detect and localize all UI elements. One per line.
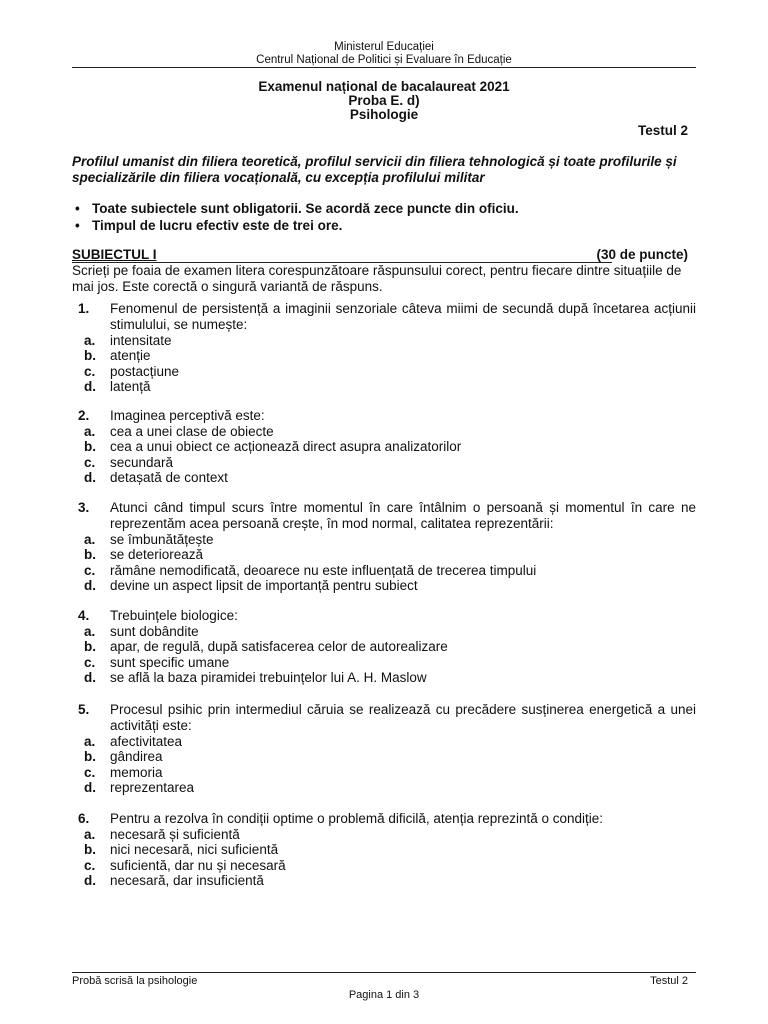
answer-option xyxy=(72,455,696,470)
answer-option xyxy=(72,470,696,485)
option-letter: c. xyxy=(84,454,96,470)
question-4 xyxy=(72,608,696,685)
option-letter: c. xyxy=(84,654,96,670)
answer-option xyxy=(72,827,696,842)
option-letter: b. xyxy=(84,348,96,364)
option-letter: a. xyxy=(84,424,96,439)
option-text: suficientă, dar nu și necesară xyxy=(110,857,286,873)
option-text: nici necesară, nici suficientă xyxy=(110,842,279,858)
header-divider xyxy=(72,67,696,68)
option-letter: c. xyxy=(84,363,96,379)
option-text: devine un aspect lipsit de importanță pentru subiect xyxy=(110,577,418,593)
answer-option xyxy=(72,670,696,685)
answer-option xyxy=(72,379,696,394)
answer-option xyxy=(72,655,696,670)
answer-option xyxy=(72,842,696,857)
question-number: 2. xyxy=(78,408,90,423)
question-1 xyxy=(72,301,696,394)
option-letter: d. xyxy=(84,577,96,593)
option-text: sunt specific umane xyxy=(110,654,230,670)
question-text: Imaginea perceptivă este: xyxy=(110,408,265,423)
option-text: detașată de context xyxy=(110,469,228,485)
option-text: sunt dobândite xyxy=(110,624,199,639)
option-text: apar, de regulă, după satisfacerea celor de autorealizare xyxy=(110,639,448,655)
rules-list xyxy=(72,200,696,234)
option-text: memoria xyxy=(110,764,163,780)
answer-option xyxy=(72,780,696,795)
option-letter: c. xyxy=(84,857,96,873)
answer-option xyxy=(72,578,696,593)
profile-description: Profilul umanist din filiera teoretică, profilul servicii din filiera tehnologică și toate profilurile și specializările din filiera vocațională, cu excepția profilului militar xyxy=(72,154,677,185)
option-text: se îmbunătățește xyxy=(110,532,214,547)
answer-option xyxy=(72,532,696,547)
answer-option xyxy=(72,624,696,639)
question-number: 4. xyxy=(78,608,90,623)
question-3 xyxy=(72,500,696,593)
option-text: necesară, dar insuficientă xyxy=(110,872,264,888)
option-text: rămâne nemodificată, deoarece nu este influențată de trecerea timpului xyxy=(110,562,537,578)
footer-test-number: Testul 2 xyxy=(650,975,688,987)
exam-subject: Psihologie xyxy=(349,107,419,122)
option-letter: b. xyxy=(84,547,96,563)
exam-title: Examenul național de bacalaureat 2021 xyxy=(258,79,510,94)
option-text: intensitate xyxy=(110,333,172,348)
option-text: latență xyxy=(110,378,151,394)
option-letter: d. xyxy=(84,378,96,394)
option-letter: a. xyxy=(84,532,96,547)
center-name: Centrul Național de Politici și Evaluare în Educație xyxy=(256,54,512,66)
section-points: (30 de puncte) xyxy=(596,247,688,262)
answer-option xyxy=(72,439,696,454)
rule-text: Toate subiectele sunt obligatorii. Se acordă zece puncte din oficiu. xyxy=(92,201,519,216)
option-text: se află la baza piramidei trebuințelor lui A. H. Maslow xyxy=(110,669,427,685)
answer-option xyxy=(72,873,696,888)
option-text: cea a unui obiect ce acționează direct asupra analizatorilor xyxy=(110,439,462,455)
option-letter: d. xyxy=(84,779,96,795)
answer-option xyxy=(72,424,696,439)
option-text: afectivitatea xyxy=(110,734,183,749)
section-name: SUBIECTUL I xyxy=(72,247,157,262)
ministry-name: Ministerul Educației xyxy=(334,41,434,53)
footer-divider xyxy=(72,972,696,973)
answer-option xyxy=(72,858,696,873)
page-number: Pagina 1 din 3 xyxy=(348,989,420,1001)
option-letter: d. xyxy=(84,469,96,485)
option-letter: a. xyxy=(84,333,96,348)
option-text: atenție xyxy=(110,348,151,364)
question-number: 3. xyxy=(78,500,90,515)
option-letter: d. xyxy=(84,669,96,685)
question-5 xyxy=(72,702,696,795)
answer-option xyxy=(72,364,696,379)
exam-proba: Proba E. d) xyxy=(348,93,420,108)
question-6 xyxy=(72,811,696,888)
answer-option xyxy=(72,563,696,578)
option-text: secundară xyxy=(110,454,174,470)
question-number: 6. xyxy=(78,811,90,826)
question-text: Atunci când timpul scurs între momentul în care întâlnim o persoană și momentul în care ne reprezentăm acea persoană crește, în mod normal, calitatea reprezentării: xyxy=(110,500,696,531)
option-letter: a. xyxy=(84,624,96,639)
option-text: gândirea xyxy=(110,749,163,765)
footer-exam-name: Probă scrisă la psihologie xyxy=(72,975,198,987)
question-text: Procesul psihic prin intermediul căruia se realizează cu precădere susținerea energetică a unei activități este: xyxy=(110,702,696,733)
rule-text: Timpul de lucru efectiv este de trei ore. xyxy=(92,218,343,233)
answer-option xyxy=(72,749,696,764)
question-number: 1. xyxy=(78,301,90,316)
option-letter: b. xyxy=(84,749,96,765)
answer-option xyxy=(72,734,696,749)
option-text: postacțiune xyxy=(110,363,180,379)
option-text: cea a unei clase de obiecte xyxy=(110,424,274,439)
option-text: se deteriorează xyxy=(110,547,204,563)
option-letter: a. xyxy=(84,734,96,749)
answer-option xyxy=(72,333,696,348)
question-text: Trebuințele biologice: xyxy=(110,608,238,623)
answer-option xyxy=(72,765,696,780)
test-number: Testul 2 xyxy=(637,123,688,138)
answer-option xyxy=(72,547,696,562)
option-letter: c. xyxy=(84,764,96,780)
option-text: necesară și suficientă xyxy=(110,827,240,842)
option-letter: d. xyxy=(84,872,96,888)
rule-item xyxy=(72,200,696,217)
option-letter: b. xyxy=(84,842,96,858)
question-2 xyxy=(72,408,696,485)
option-letter: b. xyxy=(84,639,96,655)
rule-item xyxy=(72,217,696,234)
option-letter: c. xyxy=(84,562,96,578)
question-number: 5. xyxy=(78,702,90,717)
bullet-icon: • xyxy=(75,201,80,216)
answer-option xyxy=(72,348,696,363)
question-text: Pentru a rezolva în condiții optime o problemă dificilă, atenția reprezintă o condiție: xyxy=(110,811,604,826)
option-letter: a. xyxy=(84,827,96,842)
question-text: Fenomenul de persistență a imaginii senzoriale câteva miimi de secundă după încetarea acțiunii stimulului, se numește: xyxy=(110,301,696,332)
section-instructions: Scrieți pe foaia de examen litera corespunzătoare răspunsului corect, pentru fiecare dintre situațiile de mai jos. Este corectă o singură variantă de răspuns. xyxy=(72,263,682,294)
option-text: reprezentarea xyxy=(110,779,195,795)
answer-option xyxy=(72,639,696,654)
option-letter: b. xyxy=(84,439,96,455)
bullet-icon: • xyxy=(75,218,80,233)
